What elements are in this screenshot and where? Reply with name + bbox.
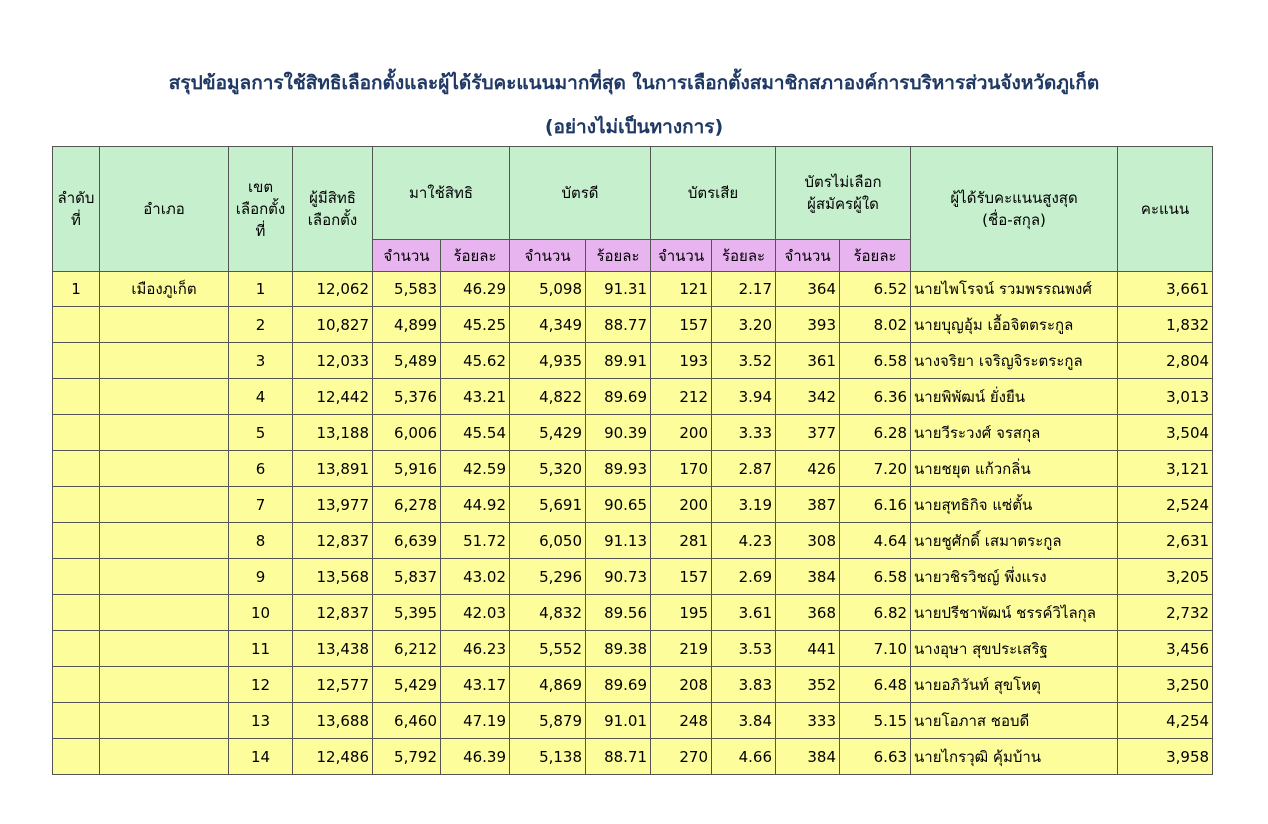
cell-score: 3,661	[1118, 272, 1213, 307]
cell-winner: นายวีระวงศ์ จรสกุล	[911, 415, 1118, 451]
cell-score: 3,013	[1118, 379, 1213, 415]
cell-score: 2,524	[1118, 487, 1213, 523]
cell-t-p: 44.92	[441, 487, 510, 523]
cell-t-p: 46.39	[441, 739, 510, 775]
cell-t-n: 5,583	[373, 272, 441, 307]
cell-g-n: 4,935	[510, 343, 586, 379]
cell-eligible: 13,688	[293, 703, 373, 739]
header-score: คะแนน	[1118, 147, 1213, 272]
cell-t-n: 5,376	[373, 379, 441, 415]
cell-g-p: 89.91	[586, 343, 651, 379]
cell-eligible: 10,827	[293, 307, 373, 343]
cell-district	[100, 703, 229, 739]
header-district: อำเภอ	[100, 147, 229, 272]
cell-g-n: 5,098	[510, 272, 586, 307]
cell-t-n: 5,395	[373, 595, 441, 631]
cell-n-n: 342	[776, 379, 840, 415]
cell-zone: 9	[229, 559, 293, 595]
cell-winner: นายชูศักดิ์ เสมาตระกูล	[911, 523, 1118, 559]
cell-t-n: 5,489	[373, 343, 441, 379]
cell-n-n: 364	[776, 272, 840, 307]
subheader-percent: ร้อยละ	[441, 240, 510, 272]
cell-n-n: 368	[776, 595, 840, 631]
cell-zone: 2	[229, 307, 293, 343]
cell-zone: 4	[229, 379, 293, 415]
cell-n-p: 6.58	[840, 343, 911, 379]
table-row	[53, 739, 1213, 775]
cell-no	[53, 487, 100, 523]
cell-n-p: 6.82	[840, 595, 911, 631]
cell-b-n: 270	[651, 739, 712, 775]
cell-zone: 7	[229, 487, 293, 523]
table-row	[53, 272, 1213, 307]
cell-b-p: 2.17	[712, 272, 776, 307]
cell-eligible: 13,188	[293, 415, 373, 451]
cell-district	[100, 451, 229, 487]
cell-g-p: 90.73	[586, 559, 651, 595]
cell-district	[100, 307, 229, 343]
cell-b-p: 4.66	[712, 739, 776, 775]
cell-zone: 5	[229, 415, 293, 451]
results-table	[52, 146, 1213, 775]
cell-n-p: 6.52	[840, 272, 911, 307]
cell-t-n: 5,837	[373, 559, 441, 595]
cell-g-n: 5,691	[510, 487, 586, 523]
header-no-vote: บัตรไม่เลือก ผู้สมัครผู้ใด	[776, 147, 911, 240]
cell-district	[100, 667, 229, 703]
cell-t-p: 45.25	[441, 307, 510, 343]
cell-n-n: 384	[776, 739, 840, 775]
cell-district	[100, 559, 229, 595]
cell-b-n: 248	[651, 703, 712, 739]
cell-zone: 11	[229, 631, 293, 667]
cell-n-n: 387	[776, 487, 840, 523]
cell-t-n: 6,460	[373, 703, 441, 739]
cell-g-n: 5,296	[510, 559, 586, 595]
cell-district: เมืองภูเก็ต	[100, 272, 229, 307]
cell-g-p: 91.31	[586, 272, 651, 307]
cell-g-p: 89.56	[586, 595, 651, 631]
cell-t-p: 43.02	[441, 559, 510, 595]
table-row	[53, 595, 1213, 631]
cell-b-p: 3.94	[712, 379, 776, 415]
cell-b-n: 157	[651, 559, 712, 595]
header-turnout: มาใช้สิทธิ	[373, 147, 510, 240]
cell-b-n: 195	[651, 595, 712, 631]
cell-no	[53, 523, 100, 559]
header-no: ลำดับ ที่	[53, 147, 100, 272]
cell-n-p: 6.28	[840, 415, 911, 451]
cell-zone: 13	[229, 703, 293, 739]
cell-zone: 14	[229, 739, 293, 775]
cell-t-p: 45.62	[441, 343, 510, 379]
cell-b-n: 281	[651, 523, 712, 559]
cell-b-p: 4.23	[712, 523, 776, 559]
cell-score: 3,456	[1118, 631, 1213, 667]
cell-t-n: 5,916	[373, 451, 441, 487]
cell-n-p: 7.20	[840, 451, 911, 487]
cell-b-p: 3.19	[712, 487, 776, 523]
cell-g-p: 88.71	[586, 739, 651, 775]
header-eligible: ผู้มีสิทธิ เลือกตั้ง	[293, 147, 373, 272]
cell-no	[53, 379, 100, 415]
cell-no	[53, 739, 100, 775]
cell-n-p: 6.58	[840, 559, 911, 595]
cell-n-n: 333	[776, 703, 840, 739]
cell-score: 3,205	[1118, 559, 1213, 595]
cell-b-n: 212	[651, 379, 712, 415]
cell-no	[53, 703, 100, 739]
cell-t-n: 6,278	[373, 487, 441, 523]
cell-g-n: 5,429	[510, 415, 586, 451]
cell-b-n: 219	[651, 631, 712, 667]
page-title: สรุปข้อมูลการใช้สิทธิเลือกตั้งและผู้ได้รับคะแนนมากที่สุด ในการเลือกตั้งสมาชิกสภาองค์การบริหารส่วนจังหวัดภูเก็ต	[168, 72, 1100, 94]
cell-n-n: 426	[776, 451, 840, 487]
cell-district	[100, 631, 229, 667]
page-subtitle: (อย่างไม่เป็นทางการ)	[544, 116, 724, 138]
cell-score: 2,631	[1118, 523, 1213, 559]
cell-district	[100, 379, 229, 415]
cell-no: 1	[53, 272, 100, 307]
cell-score: 2,804	[1118, 343, 1213, 379]
cell-t-p: 46.29	[441, 272, 510, 307]
cell-g-n: 5,879	[510, 703, 586, 739]
cell-n-n: 308	[776, 523, 840, 559]
cell-b-p: 3.83	[712, 667, 776, 703]
cell-winner: นายบุญอุ้ม เอื้อจิตตระกูล	[911, 307, 1118, 343]
cell-winner: นางจริยา เจริญจิระตระกูล	[911, 343, 1118, 379]
cell-b-p: 2.69	[712, 559, 776, 595]
cell-n-n: 352	[776, 667, 840, 703]
cell-b-p: 3.61	[712, 595, 776, 631]
cell-t-p: 42.03	[441, 595, 510, 631]
cell-b-n: 157	[651, 307, 712, 343]
cell-district	[100, 343, 229, 379]
cell-n-p: 8.02	[840, 307, 911, 343]
cell-score: 3,958	[1118, 739, 1213, 775]
cell-n-p: 6.36	[840, 379, 911, 415]
cell-zone: 3	[229, 343, 293, 379]
cell-t-p: 42.59	[441, 451, 510, 487]
cell-score: 2,732	[1118, 595, 1213, 631]
cell-g-p: 88.77	[586, 307, 651, 343]
cell-winner: นายอภิวันท์ สุขโหตุ	[911, 667, 1118, 703]
cell-zone: 6	[229, 451, 293, 487]
cell-t-p: 46.23	[441, 631, 510, 667]
header-winner: ผู้ได้รับคะแนนสูงสุด (ชื่อ-สกุล)	[911, 147, 1118, 272]
cell-t-n: 6,639	[373, 523, 441, 559]
cell-zone: 8	[229, 523, 293, 559]
cell-winner: นางอุษา สุขประเสริฐ	[911, 631, 1118, 667]
cell-t-n: 5,792	[373, 739, 441, 775]
cell-g-n: 5,138	[510, 739, 586, 775]
cell-district	[100, 487, 229, 523]
cell-b-n: 200	[651, 415, 712, 451]
cell-district	[100, 523, 229, 559]
cell-n-p: 5.15	[840, 703, 911, 739]
cell-district	[100, 739, 229, 775]
cell-b-n: 208	[651, 667, 712, 703]
cell-t-n: 4,899	[373, 307, 441, 343]
cell-eligible: 12,577	[293, 667, 373, 703]
cell-g-n: 4,869	[510, 667, 586, 703]
cell-no	[53, 415, 100, 451]
cell-n-p: 6.63	[840, 739, 911, 775]
cell-no	[53, 667, 100, 703]
cell-n-n: 393	[776, 307, 840, 343]
cell-g-n: 4,349	[510, 307, 586, 343]
cell-t-p: 43.21	[441, 379, 510, 415]
header-zone: เขต เลือกตั้ง ที่	[229, 147, 293, 272]
cell-n-p: 7.10	[840, 631, 911, 667]
cell-winner: นายปรีชาพัฒน์ ชรรค์วิไลกุล	[911, 595, 1118, 631]
table-row	[53, 559, 1213, 595]
cell-score: 3,250	[1118, 667, 1213, 703]
subheader-count: จำนวน	[776, 240, 840, 272]
cell-no	[53, 343, 100, 379]
cell-winner: นายไกรวุฒิ คุ้มบ้าน	[911, 739, 1118, 775]
cell-zone: 10	[229, 595, 293, 631]
cell-g-p: 89.38	[586, 631, 651, 667]
cell-zone: 12	[229, 667, 293, 703]
cell-n-p: 4.64	[840, 523, 911, 559]
cell-b-n: 193	[651, 343, 712, 379]
table-row	[53, 415, 1213, 451]
cell-b-p: 3.84	[712, 703, 776, 739]
cell-g-n: 4,822	[510, 379, 586, 415]
cell-winner: นายไพโรจน์ รวมพรรณพงศ์	[911, 272, 1118, 307]
subheader-percent: ร้อยละ	[586, 240, 651, 272]
cell-n-n: 377	[776, 415, 840, 451]
cell-n-n: 441	[776, 631, 840, 667]
table-row	[53, 703, 1213, 739]
table-row	[53, 343, 1213, 379]
cell-eligible: 13,891	[293, 451, 373, 487]
cell-t-n: 6,212	[373, 631, 441, 667]
cell-g-n: 6,050	[510, 523, 586, 559]
cell-winner: นายสุทธิกิจ แซ่ตั้น	[911, 487, 1118, 523]
subheader-percent: ร้อยละ	[840, 240, 911, 272]
cell-t-p: 45.54	[441, 415, 510, 451]
cell-zone: 1	[229, 272, 293, 307]
cell-b-p: 3.33	[712, 415, 776, 451]
cell-no	[53, 595, 100, 631]
cell-district	[100, 415, 229, 451]
cell-winner: นายโอภาส ชอบดี	[911, 703, 1118, 739]
subheader-percent: ร้อยละ	[712, 240, 776, 272]
cell-no	[53, 451, 100, 487]
cell-n-n: 384	[776, 559, 840, 595]
cell-winner: นายชยุต แก้วกลิ่น	[911, 451, 1118, 487]
cell-eligible: 12,837	[293, 595, 373, 631]
cell-g-p: 91.01	[586, 703, 651, 739]
cell-eligible: 12,062	[293, 272, 373, 307]
cell-district	[100, 595, 229, 631]
table-row	[53, 523, 1213, 559]
cell-b-p: 2.87	[712, 451, 776, 487]
cell-t-n: 6,006	[373, 415, 441, 451]
cell-b-n: 200	[651, 487, 712, 523]
table-row	[53, 667, 1213, 703]
cell-g-n: 4,832	[510, 595, 586, 631]
cell-b-n: 170	[651, 451, 712, 487]
cell-g-p: 89.69	[586, 379, 651, 415]
cell-g-n: 5,320	[510, 451, 586, 487]
cell-t-p: 51.72	[441, 523, 510, 559]
cell-b-n: 121	[651, 272, 712, 307]
cell-eligible: 12,033	[293, 343, 373, 379]
table-row	[53, 631, 1213, 667]
cell-eligible: 12,442	[293, 379, 373, 415]
cell-g-p: 90.39	[586, 415, 651, 451]
subheader-count: จำนวน	[510, 240, 586, 272]
cell-eligible: 12,837	[293, 523, 373, 559]
cell-no	[53, 631, 100, 667]
cell-no	[53, 559, 100, 595]
cell-t-p: 43.17	[441, 667, 510, 703]
cell-score: 1,832	[1118, 307, 1213, 343]
header-good-ballots: บัตรดี	[510, 147, 651, 240]
cell-g-p: 90.65	[586, 487, 651, 523]
cell-no	[53, 307, 100, 343]
cell-eligible: 13,568	[293, 559, 373, 595]
cell-n-p: 6.48	[840, 667, 911, 703]
cell-score: 4,254	[1118, 703, 1213, 739]
cell-winner: นายวชิรวิชญ์ พึ่งแรง	[911, 559, 1118, 595]
cell-eligible: 13,977	[293, 487, 373, 523]
cell-g-p: 91.13	[586, 523, 651, 559]
table-body	[53, 272, 1213, 775]
cell-score: 3,504	[1118, 415, 1213, 451]
subheader-count: จำนวน	[651, 240, 712, 272]
cell-b-p: 3.52	[712, 343, 776, 379]
cell-b-p: 3.53	[712, 631, 776, 667]
cell-eligible: 13,438	[293, 631, 373, 667]
cell-n-p: 6.16	[840, 487, 911, 523]
cell-b-p: 3.20	[712, 307, 776, 343]
table-row	[53, 487, 1213, 523]
table-row	[53, 379, 1213, 415]
cell-eligible: 12,486	[293, 739, 373, 775]
cell-g-p: 89.69	[586, 667, 651, 703]
table-row	[53, 451, 1213, 487]
cell-winner: นายพิพัฒน์ ยั่งยืน	[911, 379, 1118, 415]
cell-g-n: 5,552	[510, 631, 586, 667]
cell-n-n: 361	[776, 343, 840, 379]
cell-t-n: 5,429	[373, 667, 441, 703]
cell-score: 3,121	[1118, 451, 1213, 487]
cell-t-p: 47.19	[441, 703, 510, 739]
table-row	[53, 307, 1213, 343]
header-bad-ballots: บัตรเสีย	[651, 147, 776, 240]
subheader-count: จำนวน	[373, 240, 441, 272]
cell-g-p: 89.93	[586, 451, 651, 487]
